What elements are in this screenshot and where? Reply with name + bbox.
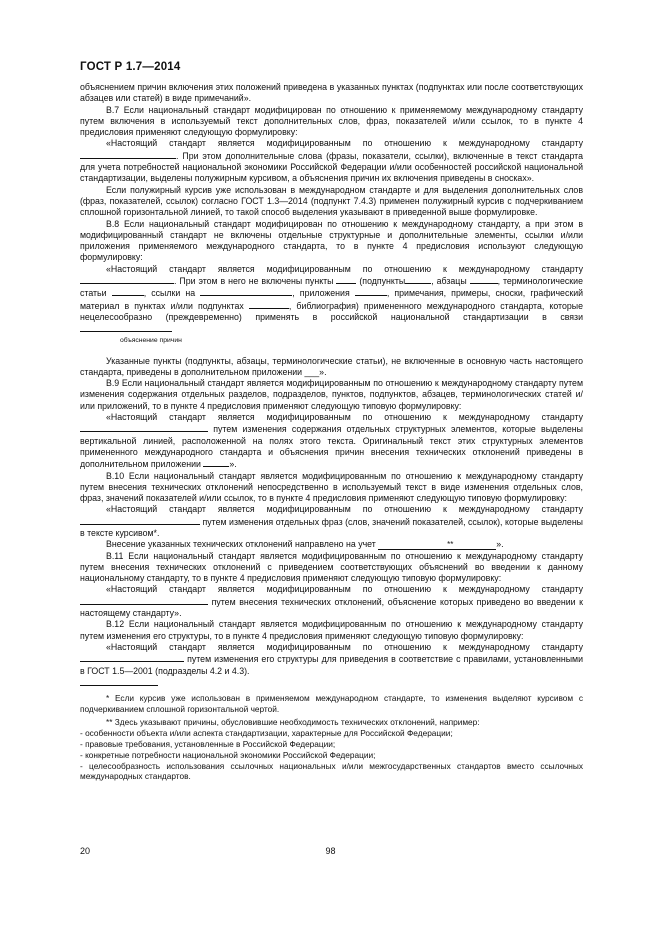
blank-line	[80, 653, 184, 662]
clause-b12-intro: В.12 Если национальный стандарт является модифицированным по отношению к международному стандарту путем изменения его структуры, то в пункте 4 предисловия применяют следующую типовую формулировку:	[80, 619, 583, 641]
blank-line	[200, 287, 292, 296]
blank-line	[80, 423, 208, 432]
clause-b9-intro: В.9 Если национальный стандарт является модифицированным по отношению к международному стандарту путем изменения содержания отдельных разделов, подразделов, пунктов, подпунктов, абзацев, терминологических статей и/или приложений, то в пункте 4 предисловия применяют следующую типовую формулировку:	[80, 378, 583, 411]
blank-line	[470, 275, 498, 284]
blank-line	[80, 150, 176, 159]
blank-line-footnote-mark: **	[378, 541, 496, 550]
clause-b10-quote	[80, 504, 583, 539]
page-header-title: ГОСТ Р 1.7—2014	[80, 61, 181, 73]
quote-text: , приложения	[292, 288, 350, 299]
quote-rest: путем изменения его структуры для приведения в соответствие с правилами, установленными в ГОСТ 1.5—2001 (подразделы 4.2 и 4.3).	[80, 654, 583, 676]
clause-b12-quote	[80, 642, 583, 677]
footnote-2: ** Здесь указывают причины, обусловившие необходимость технических отклонений, например:	[106, 717, 480, 728]
quote-end: ».	[229, 459, 237, 470]
quote-text: , терминологические статьи	[80, 276, 583, 299]
quote-start: «Настоящий стандарт является модифицированным по отношению к международному стандарту	[106, 263, 583, 274]
blank-line	[112, 287, 144, 296]
quote-start: «Настоящий стандарт является модифицированным по отношению к международному стандарту	[106, 138, 583, 149]
blank-caption: объяснение причин	[120, 336, 182, 344]
clause-b10-intro: В.10 Если национальный стандарт является модифицированным по отношению к международному стандарту путем внесения технических отклонений непосредственно в используемый текст в виде изменения отдельных слов, фраз, значений показателей и/или ссылок, то в пункте 4 предисловия применяют следующую типовую формулировку:	[80, 470, 583, 504]
quote-start: «Настоящий стандарт является модифицированным по отношению к международному стандарту	[106, 412, 583, 423]
quote-rest: путем изменения содержания отдельных структурных элементов, которые выделены вертикальной линией, расположенной на полях этого текста. Оригинальный текст этих структурных элементов примененного международного стандарта и объяснения причин внесения технических отклонений приведены в дополнительном приложении	[80, 424, 583, 470]
clause-b9-quote	[80, 412, 583, 470]
clause-b11-quote	[80, 584, 583, 619]
blank-line	[336, 275, 356, 284]
footnote-divider	[80, 685, 158, 686]
clause-b11-intro: В.11 Если национальный стандарт является модифицированным по отношению к международному стандарту путем внесения технических отклонений с приведением соответствующих объяснений во введении к данному национальному стандарту, то в пункте 4 предисловия применяют следующую типовую формулировку:	[80, 550, 583, 584]
quote-rest: путем внесения технических отклонений, объяснение которых приведено во введении к настоящему стандарту».	[80, 596, 584, 619]
quote-end: ».	[496, 539, 504, 550]
clause-b7-bold-note: Если полужирный курсив уже использован в международном стандарте и для выделения дополнительных слов (фраз, показателей, ссылок) согласно ГОСТ 1.3—2014 (подпункт 7.4.3) применен полужирный курсив с подчеркиванием сплошной горизонтальной линией, то такой способ выделения указывают в приведенной выше формулировке.	[80, 184, 583, 218]
blank-line	[80, 275, 174, 284]
quote-rest: путем изменения отдельных фраз (слов, значений показателей, ссылок), которые выделены в тексте курсивом*.	[80, 516, 583, 538]
blank-line	[249, 300, 289, 309]
quote-text: , абзацы	[431, 276, 467, 287]
blank-line	[80, 323, 172, 332]
footnote-1: * Если курсив уже использован в применяемом международном стандарте, то изменения выделяют курсивом с подчеркиванием сплошной горизонтальной чертой.	[80, 692, 583, 714]
reason-text: Внесение указанных технических отклонений направлено на учет	[106, 539, 376, 550]
footnote-list-item: - правовые требования, установленные в Российской Федерации;	[80, 739, 336, 750]
quote-text: , библиография) примененного международного стандарта, которые нецелесообразно (преждевременно) применять в российской национальной стандартизации в связи	[80, 300, 583, 322]
clause-b7-intro: В.7 Если национальный стандарт модифицирован по отношению к применяемому международному стандарту путем включения в используемый текст дополнительных слов, фраз, показателей и/или ссылок, то в пункте 4 предисловия применяют следующую формулировку:	[80, 104, 583, 138]
document-body	[80, 82, 583, 782]
quote-rest: . При этом дополнительные слова (фразы, показатели, ссылки), включенные в текст стандарта для учета потребностей национальной экономики Российской Федерации и/или особенностей российской национальной стандартизации, выделены полужирным курсивом, а объяснения причин их включения приведены в сносках».	[80, 150, 583, 184]
quote-text: , ссылки на	[143, 288, 196, 299]
page-number-center: 98	[325, 846, 336, 856]
footnote-list-item: - целесообразность использования ссылочных национальных и/или межгосударственных стандартов вместо ссылочных международных стандартов.	[80, 760, 583, 782]
quote-text: (подпункты	[359, 276, 406, 287]
blank-line	[355, 287, 387, 296]
quote-start: «Настоящий стандарт является модифицированным по отношению к международному стандарту	[106, 641, 583, 652]
paragraph-continuation: объяснением причин включения этих положений приведена в указанных пунктах (подпунктах или после соответствующих абзацев или статей) в виде примечаний».	[80, 82, 583, 104]
footnote-list-item: - конкретные потребности национальной экономики Российской Федерации;	[80, 749, 376, 760]
blank-line	[80, 516, 200, 525]
blank-line	[203, 458, 229, 467]
clause-b8-quote	[80, 264, 583, 336]
clause-b8-after: Указанные пункты (подпункты, абзацы, терминологические статьи), не включенные в основную часть настоящего стандарта, приведены в дополнительном приложении ___».	[80, 355, 583, 377]
quote-text: , примечания, примеры, сноски, графический материал в пунктах и/или подпунктах	[80, 288, 584, 311]
quote-start: «Настоящий стандарт является модифицированным по отношению к международному стандарту	[106, 584, 583, 595]
quote-start: «Настоящий стандарт является модифицированным по отношению к международному стандарту	[106, 504, 583, 515]
clause-b7-quote	[80, 138, 583, 184]
clause-b8-intro: В.8 Если национальный стандарт модифицирован по отношению к международному стандарту, а при этом в модифицированный стандарт не включены отдельные структурные и дополнительные элементы, ссылки и/или приложения применяемого международного стандарта, то в пункте 4 предисловия используют следующую формулировку:	[80, 218, 583, 263]
page-number-left: 20	[80, 846, 91, 856]
clause-b10-reason	[80, 539, 583, 550]
quote-text: . При этом в него не включены пункты	[174, 276, 334, 287]
blank-line	[80, 596, 208, 605]
footnote-list-item: - особенности объекта и/или аспекта стандартизации, характерные для Российской Федерации;	[80, 728, 453, 739]
blank-line	[405, 275, 431, 284]
